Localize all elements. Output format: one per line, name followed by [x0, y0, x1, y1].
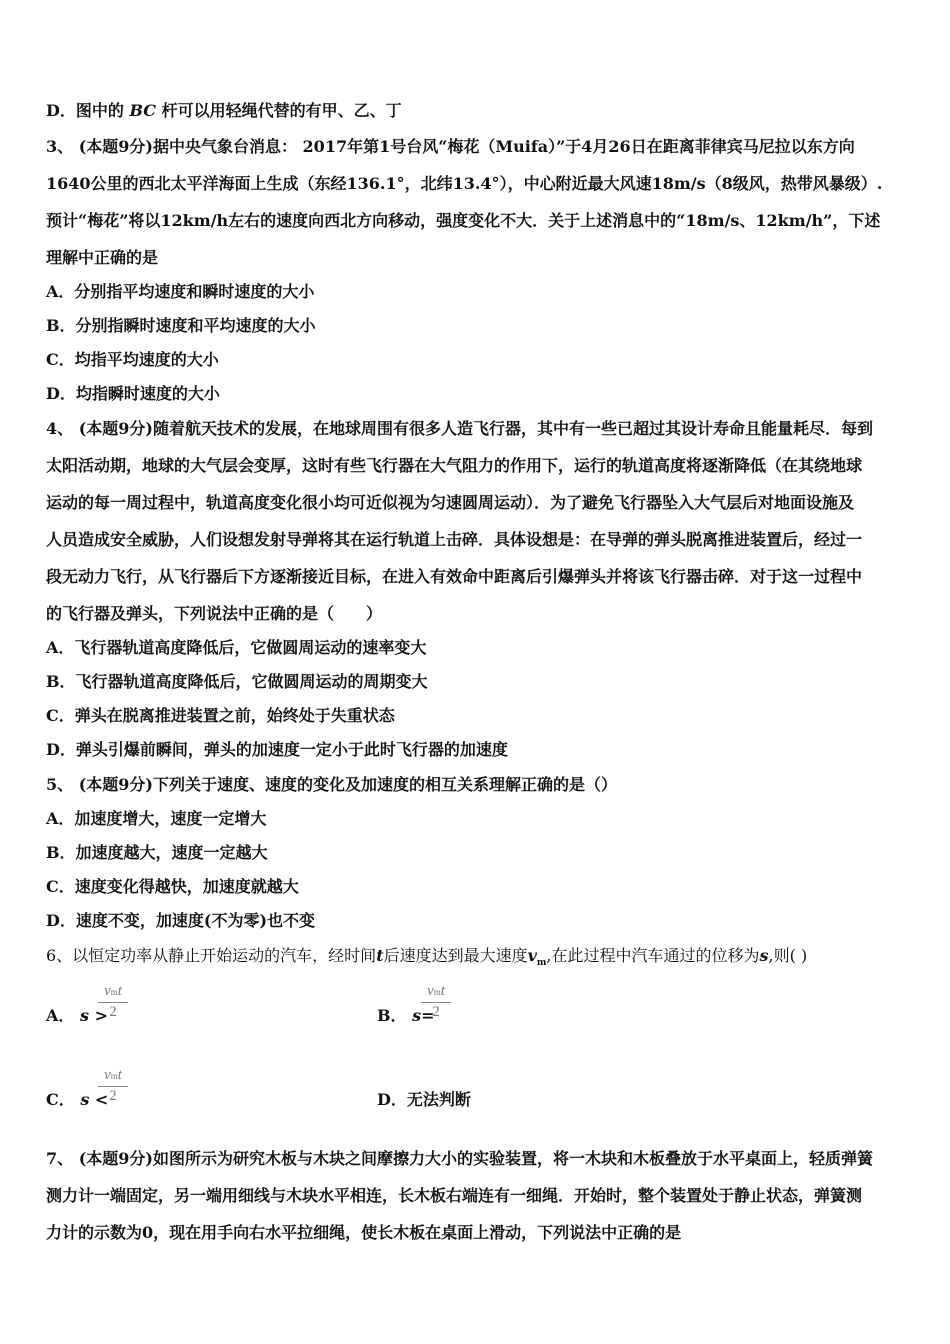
q6-stem-part-d: ,则( ) — [768, 946, 808, 965]
q5-option-c: C．速度变化得越快，加速度就越大 — [46, 877, 299, 896]
fraction-numerator: vmt — [421, 983, 451, 1003]
q6-stem — [46, 946, 916, 973]
q4-option-b: B．飞行器轨道高度降低后，它做圆周运动的周期变大 — [46, 672, 428, 691]
q6-var-t: t — [376, 946, 384, 965]
q3-option-d: D．均指瞬时速度的大小 — [46, 384, 220, 403]
q7-stem-line-3: 力计的示数为0，现在用手向右水平拉细绳，使长木板在桌面上滑动，下列说法中正确的是 — [46, 1223, 682, 1242]
q4-stem-line-4: 人员造成安全威胁，人们设想发射导弹将其在运行轨道上击碎．具体设想是：在导弹的弹头脱离推进装置后，经过一 — [46, 530, 863, 549]
q6-var-s: s — [759, 946, 769, 965]
q4-option-d: D．弹头引爆前瞬间，弹头的加速度一定小于此时飞行器的加速度 — [46, 740, 508, 759]
q3-option-b: B．分别指瞬时速度和平均速度的大小 — [46, 316, 316, 335]
q2-option-d-italic: BC — [129, 101, 157, 120]
q6-option-a-fraction — [98, 983, 128, 1021]
q5-stem: 5、 (本题9分)下列关于速度、速度的变化及加速度的相互关系理解正确的是（） — [46, 775, 617, 794]
q4-stem-line-2: 太阳活动期，地球的大气层会变厚，这时有些飞行器在大气阻力的作用下，运行的轨道高度将逐渐降低（在其绕地球 — [46, 456, 863, 475]
q6-option-b-relation: s= — [412, 1006, 435, 1025]
fraction-denominator: 2 — [109, 1004, 117, 1020]
fraction-numerator: vmt — [98, 1067, 128, 1087]
q6-var-vm: v — [527, 946, 537, 965]
q6-var-vm-sub: m — [536, 958, 547, 969]
q6-stem-part-b: 后速度达到最大速度 — [383, 946, 528, 965]
q5-option-d: D．速度不变，加速度(不为零)也不变 — [46, 911, 316, 930]
fraction-numerator: vmt — [98, 983, 128, 1003]
q4-stem-line-3: 运动的每一周过程中，轨道高度变化很小均可近似视为匀速圆周运动）．为了避免飞行器坠入大气层后对地面设施及 — [46, 493, 855, 512]
fraction-denominator: 2 — [109, 1088, 117, 1104]
q3-stem-line-2: 1640公里的西北太平洋海面上生成（东经136.1°，北纬13.4°），中心附近最大风速18m/s（8级风，热带风暴级）. — [46, 174, 883, 193]
q7-stem-line-2: 测力计一端固定，另一端用细线与木块水平相连，长木板右端连有一细绳．开始时，整个装置处于静止状态，弹簧测 — [46, 1186, 863, 1205]
q6-stem-part-c: ,在此过程中汽车通过的位移为 — [546, 946, 760, 965]
q4-option-c: C．弹头在脱离推进装置之前，始终处于失重状态 — [46, 706, 395, 725]
q6-option-c-label: C． — [46, 1090, 75, 1109]
fraction-denominator: 2 — [432, 1004, 440, 1020]
q3-stem-line-4: 理解中正确的是 — [46, 248, 159, 267]
q6-option-c-relation: s < — [80, 1090, 109, 1109]
q6-option-b-fraction — [421, 983, 451, 1021]
q4-stem-line-1: 4、 (本题9分)随着航天技术的发展，在地球周围有很多人造飞行器，其中有一些已超过其设计寿命且能量耗尽．每到 — [46, 419, 873, 438]
q2-option-d-text: D．图中的 — [46, 101, 124, 120]
q4-option-a: A．飞行器轨道高度降低后，它做圆周运动的速率变大 — [46, 638, 427, 657]
q6-option-a-relation: s > — [80, 1006, 108, 1025]
q3-stem-line-1: 3、 (本题9分)据中央气象台消息： 2017年第1号台风“梅花（Muifa）”于4月26日在距离菲律宾马尼拉以东方向 — [46, 137, 855, 156]
q6-option-b-label: B． — [377, 1006, 407, 1025]
q6-option-a-label: A． — [46, 1006, 75, 1025]
q4-stem-line-5: 段无动力飞行，从飞行器后下方逐渐接近目标，在进入有效命中距离后引爆弹头并将该飞行器击碎．对于这一过程中 — [46, 567, 863, 586]
q6-option-d: D．无法判断 — [377, 1090, 471, 1109]
q3-option-c: C．均指平均速度的大小 — [46, 350, 219, 369]
q6-option-c-fraction — [98, 1067, 128, 1105]
q5-option-a: A．加速度增大，速度一定增大 — [46, 809, 267, 828]
q2-option-d-tail: 杆可以用轻绳代替的有甲、乙、丁 — [161, 101, 402, 120]
q7-stem-line-1: 7、 (本题9分)如图所示为研究木板与木块之间摩擦力大小的实验装置，将一木块和木板叠放于水平桌面上，轻质弹簧 — [46, 1149, 873, 1168]
q4-stem-line-6: 的飞行器及弹头，下列说法中正确的是（ ） — [46, 604, 383, 623]
q3-stem-line-3: 预计“梅花”将以12km/h左右的速度向西北方向移动，强度变化不大．关于上述消息中的“18m/s、12km/h”，下述 — [46, 211, 881, 230]
q5-option-b: B．加速度越大，速度一定越大 — [46, 843, 268, 862]
q2-option-d — [46, 101, 916, 121]
q3-option-a: A．分别指平均速度和瞬时速度的大小 — [46, 282, 315, 301]
q6-stem-part-a: 6、以恒定功率从静止开始运动的汽车，经时间 — [46, 946, 377, 965]
